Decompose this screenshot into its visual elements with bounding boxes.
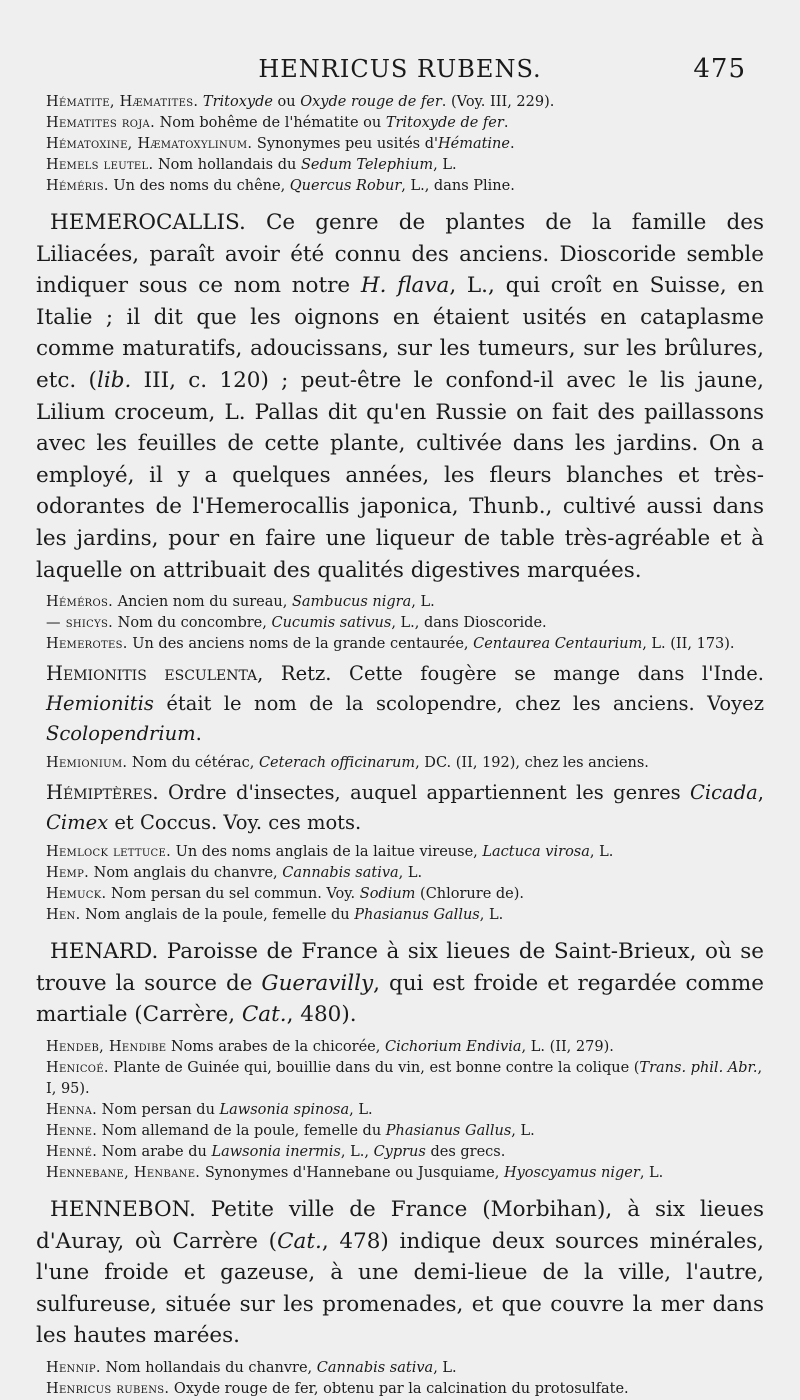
entry-text: Nom hollandais du xyxy=(153,157,301,173)
entry-text: , L., dans Dioscoride. xyxy=(391,615,547,632)
entry-henna xyxy=(46,1100,764,1121)
entry-text: , L. xyxy=(589,844,614,861)
entry-henard xyxy=(36,936,764,1031)
entry-text: Synonymes d'Hannebane ou Jusquiame, xyxy=(200,1164,504,1181)
entry-text: Nom arabe du xyxy=(97,1143,212,1160)
entry-italic: Cyprus xyxy=(373,1143,426,1160)
entry-text: , L. xyxy=(433,1359,457,1376)
entry-hennebane xyxy=(46,1163,764,1184)
entry-italic: Cucumis sativus xyxy=(271,615,392,632)
entry-text: Oxyde rouge de fer, obtenu par la calcination du protosulfate. xyxy=(169,1380,629,1397)
entry-head: Hemerotes. xyxy=(46,636,128,653)
entry-text: , L. xyxy=(433,157,457,173)
entry-italic: Trans. phil. Abr. xyxy=(639,1059,758,1076)
entry-head: Hematites roja. xyxy=(46,115,155,131)
entry-italic: Scolopendrium xyxy=(46,722,196,746)
entry-text: III, c. 120) ; peut-être le confond-il avec le lis jaune, Lilium croceum, L. Pallas dit qu'en Russie on fait des paillassons avec les feuilles de cette plante, cultivée dans les jardins. On a employé, il y a quelques années, les fleurs blanches et très-odorantes de l'Hemerocallis japonica, Thunb., cultivé aussi dans les jardins, pour en faire une liqueur de table très-agréable et à laquelle on attribuait des qualités digestives marquées. xyxy=(36,367,765,583)
entry-hemerocallis xyxy=(36,207,764,586)
entry-head: Hemionium. xyxy=(46,755,128,772)
entry-text: . xyxy=(509,136,515,152)
entry-text: , L. xyxy=(479,907,504,924)
entry-text: Nom persan du xyxy=(97,1101,220,1118)
running-head xyxy=(36,52,764,92)
entry-text: , L., xyxy=(340,1143,374,1160)
entry-hemlock-lettuce xyxy=(46,842,764,863)
entry-text: . (Voy. III, 229). xyxy=(441,94,555,110)
entry-text: ou xyxy=(272,94,301,110)
entry-head: Henné. xyxy=(46,1143,98,1160)
entry-head: Hen. xyxy=(46,907,81,924)
entry-text: , L. xyxy=(411,594,435,611)
entry-italic: Lawsonia spinosa xyxy=(219,1101,350,1118)
entry-text: Un des anciens noms de la grande centaurée, xyxy=(127,636,474,653)
entry-hemels-leutel xyxy=(46,155,764,176)
entry-italic: Sedum Telephium xyxy=(300,157,434,173)
entry-italic: Cicada xyxy=(689,781,758,805)
entry-text: , 478) indique deux sources minérales, l'une froide et gazeuse, à une demi-lieue de la ville, l'autre, sulfureuse, située sur les promenades, et que couvre la mer dans les hautes marées. xyxy=(36,1228,764,1349)
entry-hemuck xyxy=(46,884,764,905)
entry-head: Hemels leutel. xyxy=(46,157,154,173)
entry-hemp xyxy=(46,863,764,884)
entry-hemeros xyxy=(46,592,764,613)
entry-text: et Coccus. Voy. ces mots. xyxy=(108,811,362,835)
running-title: HENRICUS RUBENS. xyxy=(258,55,542,83)
entry-head: Hendeb, Hendibe xyxy=(46,1038,167,1055)
entry-hemionium xyxy=(46,753,764,774)
entry-head: Hemlock lettuce. xyxy=(46,844,172,861)
entry-text: Plante de Guinée qui, bouillie dans du vin, est bonne contre la colique ( xyxy=(108,1059,640,1076)
entry-text: , L. xyxy=(639,1164,664,1181)
entry-text: Un des noms anglais de la laitue vireuse, xyxy=(171,844,483,861)
entry-head: Hennebane, Henbane. xyxy=(46,1164,201,1181)
entry-italic: Cimex xyxy=(46,811,109,835)
entry-text: Nom du cétérac, xyxy=(127,755,259,772)
entry-hemionitis xyxy=(46,659,764,749)
entry-hemerotes xyxy=(46,634,764,655)
entry-text: Synonymes peu usités d' xyxy=(252,136,438,152)
entry-text: des grecs. xyxy=(425,1143,506,1160)
entry-head: Hémiptères. xyxy=(46,781,159,805)
page-number: 475 xyxy=(693,54,746,84)
entry-hematites-roja xyxy=(46,113,764,134)
entry-text: Ancien nom du sureau, xyxy=(113,594,292,611)
entry-head: HEMEROCALLIS. xyxy=(50,210,246,235)
entry-head: Henna. xyxy=(46,1101,98,1118)
entry-henicoe xyxy=(46,1058,764,1100)
entry-text: , L., qui croît en Suisse, en Italie ; il dit que les oignons en étaient usités en cataplasme comme maturatifs, adoucissans, sur les tumeurs, sur les brûlures, etc. ( xyxy=(36,273,764,393)
entry-head: HENARD. xyxy=(50,939,159,965)
entry-italic: lib. xyxy=(96,367,132,393)
entry-text: , I, 95). xyxy=(46,1059,763,1097)
entry-text: . xyxy=(195,722,202,746)
entry-italic: Sodium xyxy=(359,886,416,903)
entry-italic: Gueravilly xyxy=(261,970,374,996)
entry-italic: Cannabis sativa xyxy=(316,1359,434,1376)
entry-italic: Cannabis sativa xyxy=(282,865,399,882)
entry-head: Hemuck. xyxy=(46,886,107,903)
entry-text: , DC. (II, 192), chez les anciens. xyxy=(415,755,649,772)
entry-shicys xyxy=(46,613,764,634)
entry-text: , L. (II, 173). xyxy=(642,636,735,653)
entry-head: Héméris. xyxy=(46,178,109,194)
entry-head: Hemp. xyxy=(46,865,90,882)
entry-text: . xyxy=(503,115,509,131)
entry-italic: Tritoxyde xyxy=(202,94,273,110)
entry-text: Paroisse de France à six lieues de Saint-Brieux, où se trouve la source de xyxy=(36,939,764,996)
entry-italic: Centaurea Centaurium xyxy=(473,636,643,653)
entry-text: Nom persan du sel commun. Voy. xyxy=(106,886,360,903)
entry-italic: H. flava xyxy=(360,273,450,299)
entry-text: Ce genre de plantes de la famille des Liliacées, paraît avoir été connu des anciens. Dioscoride semble indiquer sous ce nom notre xyxy=(36,210,764,299)
entry-hematite xyxy=(46,92,764,113)
entry-head: Henicoé. xyxy=(46,1059,109,1076)
entry-text: Ordre d'insectes, auquel appartiennent les genres xyxy=(158,781,690,805)
entry-text: Nom allemand de la poule, femelle du xyxy=(97,1122,386,1139)
entry-hennip xyxy=(46,1358,764,1379)
entry-text: , L. xyxy=(349,1101,373,1118)
entry-hennebon xyxy=(36,1194,764,1352)
entry-hen xyxy=(46,905,764,926)
entry-head: Hemionitis esculenta, xyxy=(46,662,264,686)
entry-italic: Phasianus Gallus xyxy=(354,907,480,924)
entry-italic: Cichorium Endivia xyxy=(384,1038,522,1055)
entry-italic: Lawsonia inermis xyxy=(211,1143,341,1160)
entry-text: Petite ville de France (Morbihan), à six lieues d'Auray, où Carrère ( xyxy=(36,1196,764,1254)
entry-hemeris xyxy=(46,176,764,197)
entry-text: Nom anglais de la poule, femelle du xyxy=(80,907,355,924)
entry-italic: Phasianus Gallus xyxy=(385,1122,512,1139)
entry-head: — shicys. xyxy=(46,615,114,632)
entry-text: , L., dans Pline. xyxy=(401,178,515,194)
entry-italic: Hématine xyxy=(437,136,510,152)
entry-italic: Cat. xyxy=(277,1228,322,1254)
entry-head: Héméros. xyxy=(46,594,114,611)
entry-hemipteres xyxy=(46,778,764,838)
entry-head: Hématoxine, Hæmatoxylinum. xyxy=(46,136,253,152)
entry-hematoxine xyxy=(46,134,764,155)
entry-italic: Tritoxyde de fer xyxy=(385,115,504,131)
entry-head: Hématite, Hæmatites. xyxy=(46,94,199,110)
entry-italic: Oxyde rouge de fer xyxy=(300,94,442,110)
entry-text: , L. (II, 279). xyxy=(521,1038,614,1055)
entry-italic: Hyoscyamus niger xyxy=(503,1164,640,1181)
entry-text: Nom hollandais du chanvre, xyxy=(100,1359,317,1376)
entry-head: HENNEBON. xyxy=(50,1196,196,1222)
entry-text: Un des noms du chêne, xyxy=(108,178,290,194)
entry-henne-arabe xyxy=(46,1142,764,1163)
entry-head: Hennip. xyxy=(46,1359,101,1376)
entry-head: Henne. xyxy=(46,1122,98,1139)
entry-henne xyxy=(46,1121,764,1142)
entry-italic: Sambucus nigra xyxy=(291,594,412,611)
entry-text: était le nom de la scolopendre, chez les anciens. Voyez xyxy=(153,692,764,716)
entry-text: , xyxy=(757,781,764,805)
entry-italic: Ceterach officinarum xyxy=(258,755,416,772)
entry-text: , 480). xyxy=(286,1002,357,1028)
entry-italic: Hemionitis xyxy=(46,692,154,716)
entry-italic: Lactuca virosa xyxy=(482,844,590,861)
entry-text: (Chlorure de). xyxy=(415,886,525,903)
entry-text: Retz. Cette fougère se mange dans l'Inde. xyxy=(263,662,764,686)
entry-text: Nom du concombre, xyxy=(113,615,272,632)
entry-text: Noms arabes de la chicorée, xyxy=(166,1038,385,1055)
entry-text: , L. xyxy=(511,1122,535,1139)
entry-italic: Quercus Robur xyxy=(289,178,402,194)
entry-italic: Cat. xyxy=(241,1002,287,1028)
entry-text: Nom anglais du chanvre, xyxy=(89,865,283,882)
entry-hendeb xyxy=(46,1037,764,1058)
entry-head: Henricus rubens. xyxy=(46,1380,170,1397)
entry-text: , L. xyxy=(398,865,423,882)
entry-text: , qui est froide et regardée comme martiale (Carrère, xyxy=(36,970,765,1028)
entry-text: Nom bohême de l'hématite ou xyxy=(154,115,386,131)
